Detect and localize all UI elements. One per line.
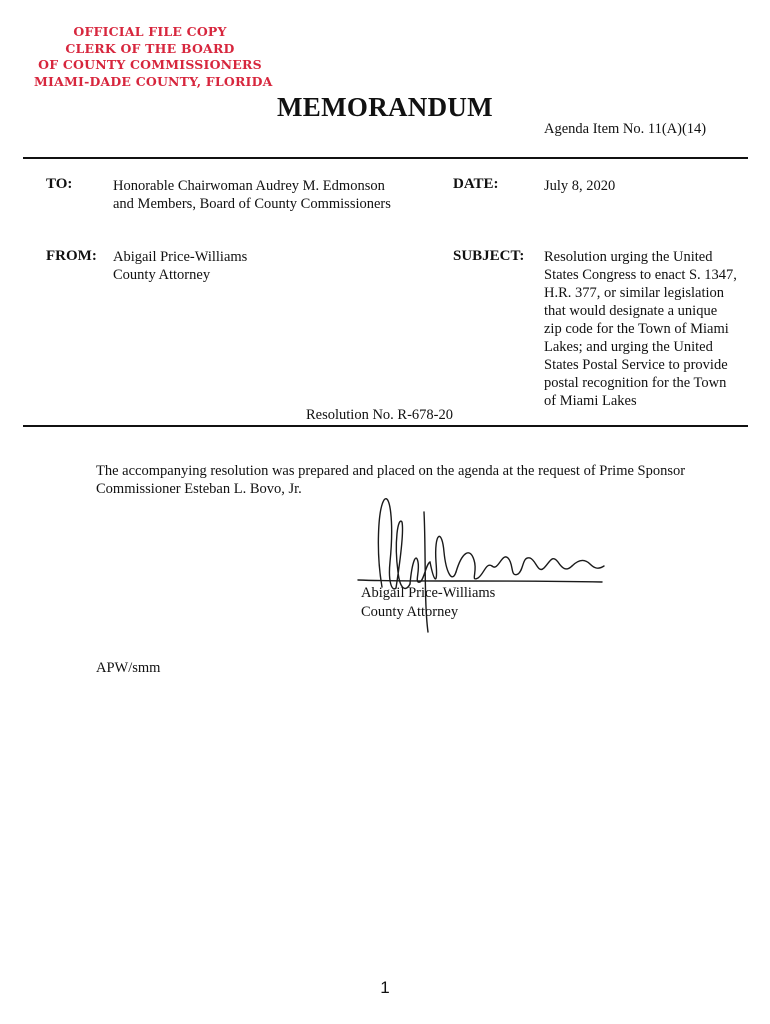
from-sender [113,248,247,284]
signature-block [361,584,495,622]
official-file-copy-stamp [34,24,273,90]
from-line: Abigail Price-Williams [113,249,248,265]
stamp-line: MIAMI-DADE COUNTY, FLORIDA [34,73,273,89]
to-recipients [113,177,391,213]
subject-line: of Miami Lakes [544,393,637,409]
date-label: DATE: [453,176,499,192]
memo-title: MEMORANDUM [277,92,493,122]
body-line: The accompanying resolution was prepared and placed on the agenda at the request of Prime Sponsor [96,463,686,479]
subject-text [544,248,737,410]
agenda-item-number: Agenda Item No. 11(A)(14) [544,121,707,137]
body-line: Commissioner Esteban L. Bovo, Jr. [96,481,302,497]
date-text: July 8, 2020 [544,178,616,194]
subject-label: SUBJECT: [453,248,525,264]
date-value [544,177,615,195]
header-divider [23,157,748,159]
from-label: FROM: [46,248,97,264]
to-label: TO: [46,176,73,192]
subject-line: States Postal Service to provide [544,357,728,373]
signatory-title: County Attorney [361,604,459,620]
subject-line: Resolution urging the United [544,249,713,265]
subject-line: zip code for the Town of Miami [544,321,729,337]
from-line: County Attorney [113,267,211,283]
to-line: and Members, Board of County Commissioners [113,196,391,212]
to-line: Honorable Chairwoman Audrey M. Edmonson [113,178,385,194]
subject-line: States Congress to enact S. 1347, [544,267,737,283]
footer-divider [23,425,748,427]
subject-line: postal recognition for the Town [544,375,727,391]
resolution-number: Resolution No. R-678-20 [306,407,454,423]
subject-line: Lakes; and urging the United [544,339,713,355]
subject-line: H.R. 377, or similar legislation [544,285,725,301]
stamp-line: OFFICIAL FILE COPY [73,24,227,39]
signatory-name: Abigail Price-Williams [361,585,496,601]
subject-line: that would designate a unique [544,303,718,319]
stamp-line: OF COUNTY COMMISSIONERS [38,57,262,72]
stamp-line: CLERK OF THE BOARD [65,40,235,56]
typist-initials: APW/smm [96,660,161,676]
page-number: 1 [380,978,390,997]
